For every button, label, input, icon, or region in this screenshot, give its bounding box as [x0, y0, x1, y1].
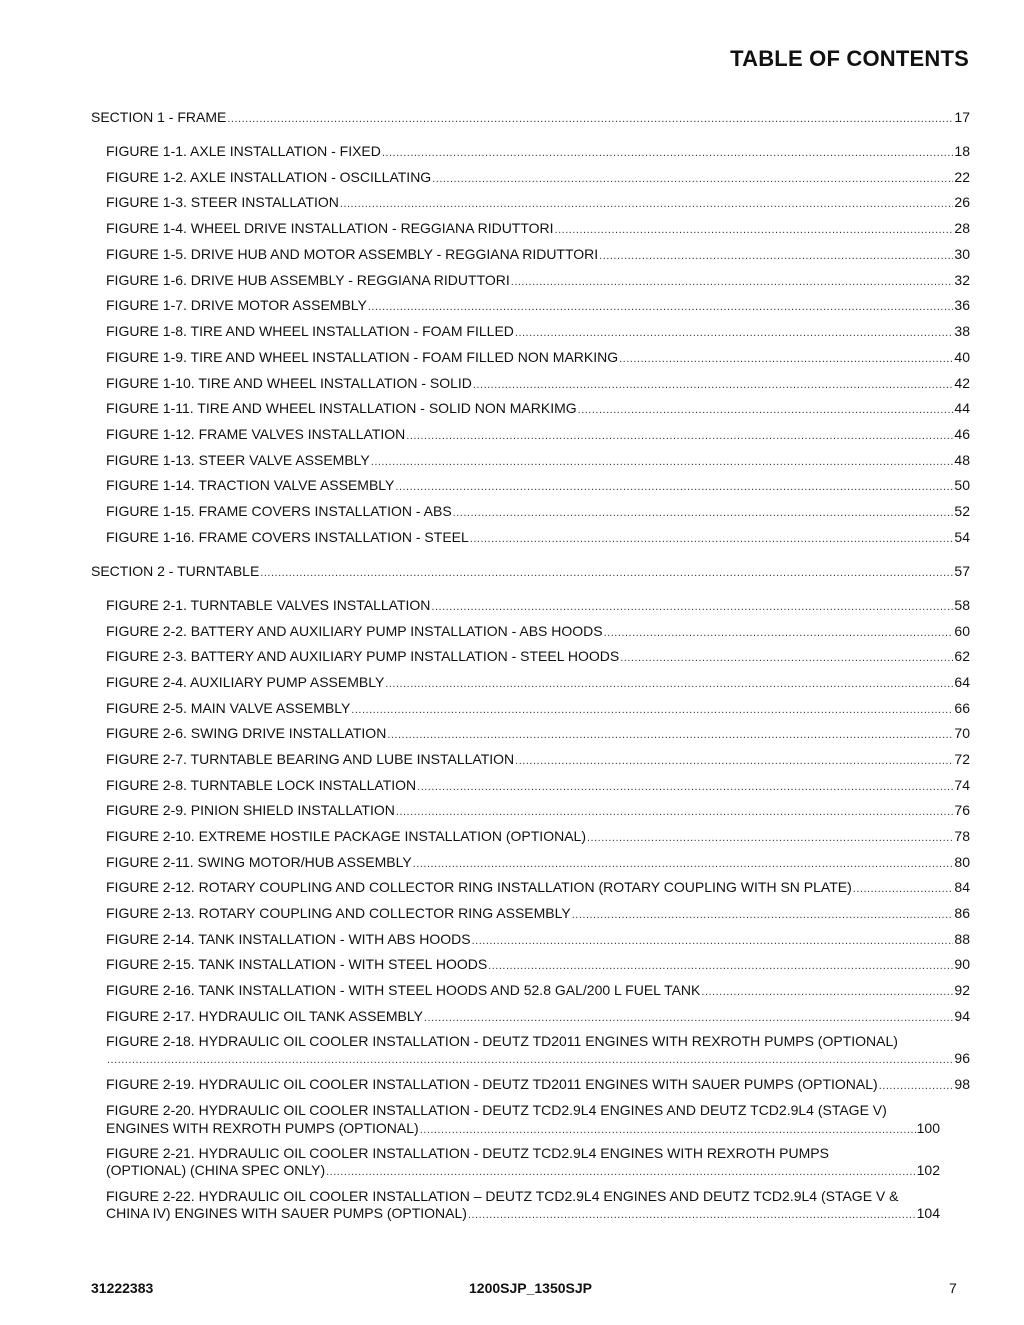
toc-entry-label: FIGURE 2-12. ROTARY COUPLING AND COLLECTOR RING INSTALLATION (ROTARY COUPLING WITH SN PLATE) — [106, 879, 852, 895]
dot-leader — [431, 601, 953, 613]
toc-entry-page: 66 — [954, 700, 970, 716]
toc-entry-label: FIGURE 1-11. TIRE AND WHEEL INSTALLATION - SOLID NON MARKIMG — [106, 400, 577, 416]
toc-entry-label: FIGURE 2-16. TANK INSTALLATION - WITH STEEL HOODS AND 52.8 GAL/200 L FUEL TANK — [106, 982, 701, 998]
toc-entry-label: FIGURE 1-16. FRAME COVERS INSTALLATION - STEEL — [106, 529, 469, 545]
toc-entry-page: 57 — [954, 563, 970, 579]
toc-entry-leader-row — [106, 1205, 940, 1221]
toc-figure-entry[interactable] — [106, 1008, 970, 1024]
toc-figure-entry[interactable] — [106, 854, 970, 870]
toc-entry-label: SECTION 1 - FRAME — [91, 109, 227, 125]
dot-leader — [432, 173, 953, 185]
toc-entry-label: FIGURE 2-6. SWING DRIVE INSTALLATION — [106, 725, 387, 741]
toc-entry-label: FIGURE 2-15. TANK INSTALLATION - WITH STEEL HOODS — [106, 956, 488, 972]
toc-entry-page: 60 — [954, 623, 970, 639]
toc-entry-label: FIGURE 2-9. PINION SHIELD INSTALLATION — [106, 802, 395, 818]
toc-figure-entry[interactable] — [106, 1076, 970, 1092]
toc-entry-page: 84 — [954, 879, 970, 895]
toc-figure-entry[interactable] — [106, 272, 970, 288]
dot-leader — [620, 652, 953, 664]
toc-entry-label: FIGURE 1-6. DRIVE HUB ASSEMBLY - REGGIANA RIDUTTORI — [106, 272, 510, 288]
toc-figure-entry[interactable] — [106, 956, 970, 972]
toc-entry-page: 96 — [954, 1050, 970, 1066]
dot-leader — [555, 224, 954, 236]
toc-entry-label: FIGURE 2-13. ROTARY COUPLING AND COLLECTOR RING ASSEMBLY — [106, 905, 571, 921]
toc-entry-page: 17 — [954, 109, 970, 125]
footer-model: 1200SJP_1350SJP — [469, 1280, 592, 1296]
toc-figure-entry[interactable] — [106, 169, 970, 185]
toc-figure-entry[interactable] — [106, 931, 970, 947]
dot-leader — [260, 567, 953, 579]
toc-entry-page: 46 — [954, 426, 970, 442]
toc-entry-label: FIGURE 2-1. TURNTABLE VALVES INSTALLATION — [106, 597, 431, 613]
toc-entry-label-cont: CHINA IV) ENGINES WITH SAUER PUMPS (OPTIONAL) — [106, 1205, 467, 1221]
toc-entry-page: 36 — [954, 297, 970, 313]
toc-entry-label: FIGURE 2-17. HYDRAULIC OIL TANK ASSEMBLY — [106, 1008, 423, 1024]
toc-figure-entry[interactable] — [106, 503, 970, 519]
toc-entry-page: 76 — [954, 802, 970, 818]
toc-entry-page: 58 — [954, 597, 970, 613]
dot-leader — [382, 147, 954, 159]
toc-entry-label: FIGURE 2-21. HYDRAULIC OIL COOLER INSTALLATION - DEUTZ TCD2.9L4 ENGINES WITH REXROTH PUMPS — [106, 1145, 829, 1161]
page-title: TABLE OF CONTENTS — [730, 46, 969, 71]
toc-figure-entry[interactable] — [106, 426, 970, 442]
toc-entry-label: FIGURE 1-13. STEER VALVE ASSEMBLY — [106, 452, 370, 468]
toc-entry-page: 102 — [916, 1162, 940, 1178]
toc-entry-label: FIGURE 1-10. TIRE AND WHEEL INSTALLATION - SOLID — [106, 375, 472, 391]
toc-entry-label: FIGURE 2-5. MAIN VALVE ASSEMBLY — [106, 700, 351, 716]
toc-entry-page: 64 — [954, 674, 970, 690]
dot-leader — [227, 113, 953, 125]
toc-figure-entry[interactable] — [106, 297, 970, 313]
toc-entry-page: 72 — [954, 751, 970, 767]
dot-leader — [488, 960, 953, 972]
dot-leader — [387, 729, 953, 741]
toc-entry-label: FIGURE 1-7. DRIVE MOTOR ASSEMBLY — [106, 297, 367, 313]
toc-figure-entry[interactable] — [106, 477, 970, 493]
toc-figure-entry[interactable] — [106, 220, 970, 236]
toc-figure-entry[interactable] — [106, 905, 970, 921]
toc-entry-label-cont: (OPTIONAL) (CHINA SPEC ONLY) — [106, 1162, 326, 1178]
toc-entry-label: FIGURE 2-3. BATTERY AND AUXILIARY PUMP INSTALLATION - STEEL HOODS — [106, 648, 620, 664]
dot-leader — [417, 781, 953, 793]
dot-leader — [472, 935, 954, 947]
toc-entry-page: 74 — [954, 777, 970, 793]
toc-figure-entry[interactable] — [106, 323, 970, 339]
dot-leader — [515, 755, 953, 767]
toc-entry-page: 104 — [916, 1205, 940, 1221]
toc-entry-page: 86 — [954, 905, 970, 921]
toc-entry-label: FIGURE 2-18. HYDRAULIC OIL COOLER INSTALLATION - DEUTZ TD2011 ENGINES WITH REXROTH PUMPS (OPTIONAL) — [106, 1033, 898, 1049]
dot-leader — [473, 379, 954, 391]
toc-figure-entry[interactable] — [106, 529, 970, 545]
toc-entry-page: 90 — [954, 956, 970, 972]
toc-entry-label: FIGURE 1-2. AXLE INSTALLATION - OSCILLATING — [106, 169, 432, 185]
dot-leader — [619, 353, 953, 365]
toc-entry-label: FIGURE 2-2. BATTERY AND AUXILIARY PUMP INSTALLATION - ABS HOODS — [106, 623, 603, 639]
toc-figure-entry[interactable] — [106, 452, 970, 468]
toc-entry-page: 94 — [954, 1008, 970, 1024]
toc-figure-entry[interactable] — [106, 700, 970, 716]
dot-leader — [599, 250, 953, 262]
dot-leader — [701, 986, 953, 998]
dot-leader — [587, 832, 953, 844]
toc-entry-page: 28 — [954, 220, 970, 236]
toc-figure-entry[interactable] — [106, 400, 970, 416]
dot-leader — [395, 481, 953, 493]
toc-entry-page: 98 — [954, 1076, 970, 1092]
dot-leader — [326, 1166, 916, 1178]
toc-figure-entry[interactable] — [106, 375, 970, 391]
dot-leader — [468, 1209, 916, 1221]
dot-leader — [107, 1054, 953, 1066]
toc-entry-label: FIGURE 2-22. HYDRAULIC OIL COOLER INSTALLATION – DEUTZ TCD2.9L4 ENGINES AND DEUTZ TCD2.9L4 (STAGE V & — [106, 1188, 899, 1204]
toc-entry-label: FIGURE 2-8. TURNTABLE LOCK INSTALLATION — [106, 777, 417, 793]
toc-entry-page: 22 — [954, 169, 970, 185]
dot-leader — [368, 301, 954, 313]
dot-leader — [453, 507, 954, 519]
toc-entry-label: FIGURE 1-4. WHEEL DRIVE INSTALLATION - REGGIANA RIDUTTORI — [106, 220, 554, 236]
toc-entry-label: FIGURE 1-5. DRIVE HUB AND MOTOR ASSEMBLY - REGGIANA RIDUTTORI — [106, 246, 599, 262]
dot-leader — [351, 704, 953, 716]
toc-entry-page: 78 — [954, 828, 970, 844]
toc-entry-label-cont: ENGINES WITH REXROTH PUMPS (OPTIONAL) — [106, 1120, 419, 1136]
toc-entry-page: 44 — [954, 400, 970, 416]
dot-leader — [511, 276, 954, 288]
toc-entry-page: 38 — [954, 323, 970, 339]
toc-figure-entry[interactable] — [106, 194, 970, 210]
toc-entry-page: 30 — [954, 246, 970, 262]
toc-figure-entry[interactable] — [106, 725, 970, 741]
toc-entry-leader-row — [106, 1162, 940, 1178]
toc-entry-label: FIGURE 1-8. TIRE AND WHEEL INSTALLATION - FOAM FILLED — [106, 323, 514, 339]
toc-entry-label: SECTION 2 - TURNTABLE — [91, 563, 260, 579]
dot-leader — [406, 430, 953, 442]
toc-figure-entry[interactable] — [106, 648, 970, 664]
toc-entry-page: 50 — [954, 477, 970, 493]
dot-leader — [396, 806, 954, 818]
toc-figure-entry[interactable] — [106, 879, 970, 895]
toc-figure-entry[interactable] — [106, 143, 970, 159]
dot-leader — [853, 883, 954, 895]
toc-entry-label: FIGURE 2-4. AUXILIARY PUMP ASSEMBLY — [106, 674, 385, 690]
toc-entry-label: FIGURE 2-11. SWING MOTOR/HUB ASSEMBLY — [106, 854, 412, 870]
toc-entry-page: 92 — [954, 982, 970, 998]
toc-entry-label: FIGURE 1-15. FRAME COVERS INSTALLATION - ABS — [106, 503, 452, 519]
toc-entry-label: FIGURE 1-9. TIRE AND WHEEL INSTALLATION - FOAM FILLED NON MARKING — [106, 349, 619, 365]
toc-figure-entry[interactable] — [106, 674, 970, 690]
dot-leader — [420, 1124, 916, 1136]
toc-figure-entry[interactable] — [106, 246, 970, 262]
toc-entry-page: 52 — [954, 503, 970, 519]
toc-entry-label: FIGURE 2-14. TANK INSTALLATION - WITH ABS HOODS — [106, 931, 471, 947]
toc-entry-page: 80 — [954, 854, 970, 870]
toc-entry-leader-row — [106, 1050, 970, 1066]
toc-entry-label: FIGURE 1-12. FRAME VALVES INSTALLATION — [106, 426, 406, 442]
toc-entry-page: 42 — [954, 375, 970, 391]
toc-entry-label: FIGURE 1-3. STEER INSTALLATION — [106, 194, 339, 210]
toc-figure-entry[interactable] — [106, 349, 970, 365]
toc-entry-label: FIGURE 2-7. TURNTABLE BEARING AND LUBE INSTALLATION — [106, 751, 515, 767]
toc-entry-page: 26 — [954, 194, 970, 210]
toc-entry-page: 18 — [954, 143, 970, 159]
dot-leader — [879, 1080, 954, 1092]
footer-doc-number: 31222383 — [91, 1280, 154, 1296]
toc-figure-entry[interactable] — [106, 777, 970, 793]
toc-entry-leader-row — [106, 1120, 940, 1136]
toc-entry-page: 32 — [954, 272, 970, 288]
toc-figure-entry[interactable] — [106, 802, 970, 818]
toc-entry-page: 54 — [954, 529, 970, 545]
toc-entry-label: FIGURE 1-1. AXLE INSTALLATION - FIXED — [106, 143, 381, 159]
toc-entry-page: 100 — [916, 1120, 940, 1136]
toc-entry-page: 40 — [954, 349, 970, 365]
toc-figure-entry[interactable] — [106, 751, 970, 767]
toc-entry-page: 62 — [954, 648, 970, 664]
dot-leader — [578, 404, 954, 416]
toc-figure-entry[interactable] — [106, 828, 970, 844]
footer-page-number: 7 — [949, 1280, 957, 1296]
toc-entry-label: FIGURE 2-20. HYDRAULIC OIL COOLER INSTALLATION - DEUTZ TCD2.9L4 ENGINES AND DEUTZ TCD2.9L4 (STAGE V) — [106, 1102, 887, 1118]
toc-figure-entry[interactable] — [106, 623, 970, 639]
dot-leader — [385, 678, 953, 690]
dot-leader — [470, 533, 954, 545]
dot-leader — [604, 627, 954, 639]
dot-leader — [424, 1012, 954, 1024]
dot-leader — [371, 456, 954, 468]
toc-entry-label: FIGURE 2-10. EXTREME HOSTILE PACKAGE INSTALLATION (OPTIONAL) — [106, 828, 586, 844]
toc-figure-entry[interactable] — [106, 982, 970, 998]
toc-entry-page: 48 — [954, 452, 970, 468]
toc-section-entry[interactable] — [91, 109, 970, 125]
toc-entry-page: 88 — [954, 931, 970, 947]
dot-leader — [515, 327, 954, 339]
toc-section-entry[interactable] — [91, 563, 970, 579]
dot-leader — [340, 198, 954, 210]
toc-entry-label: FIGURE 1-14. TRACTION VALVE ASSEMBLY — [106, 477, 395, 493]
dot-leader — [572, 909, 954, 921]
toc-figure-entry[interactable] — [106, 597, 970, 613]
dot-leader — [413, 858, 954, 870]
toc-entry-page: 70 — [954, 725, 970, 741]
toc-entry-label: FIGURE 2-19. HYDRAULIC OIL COOLER INSTALLATION - DEUTZ TD2011 ENGINES WITH SAUER PUMPS (OPTIONAL) — [106, 1076, 878, 1092]
